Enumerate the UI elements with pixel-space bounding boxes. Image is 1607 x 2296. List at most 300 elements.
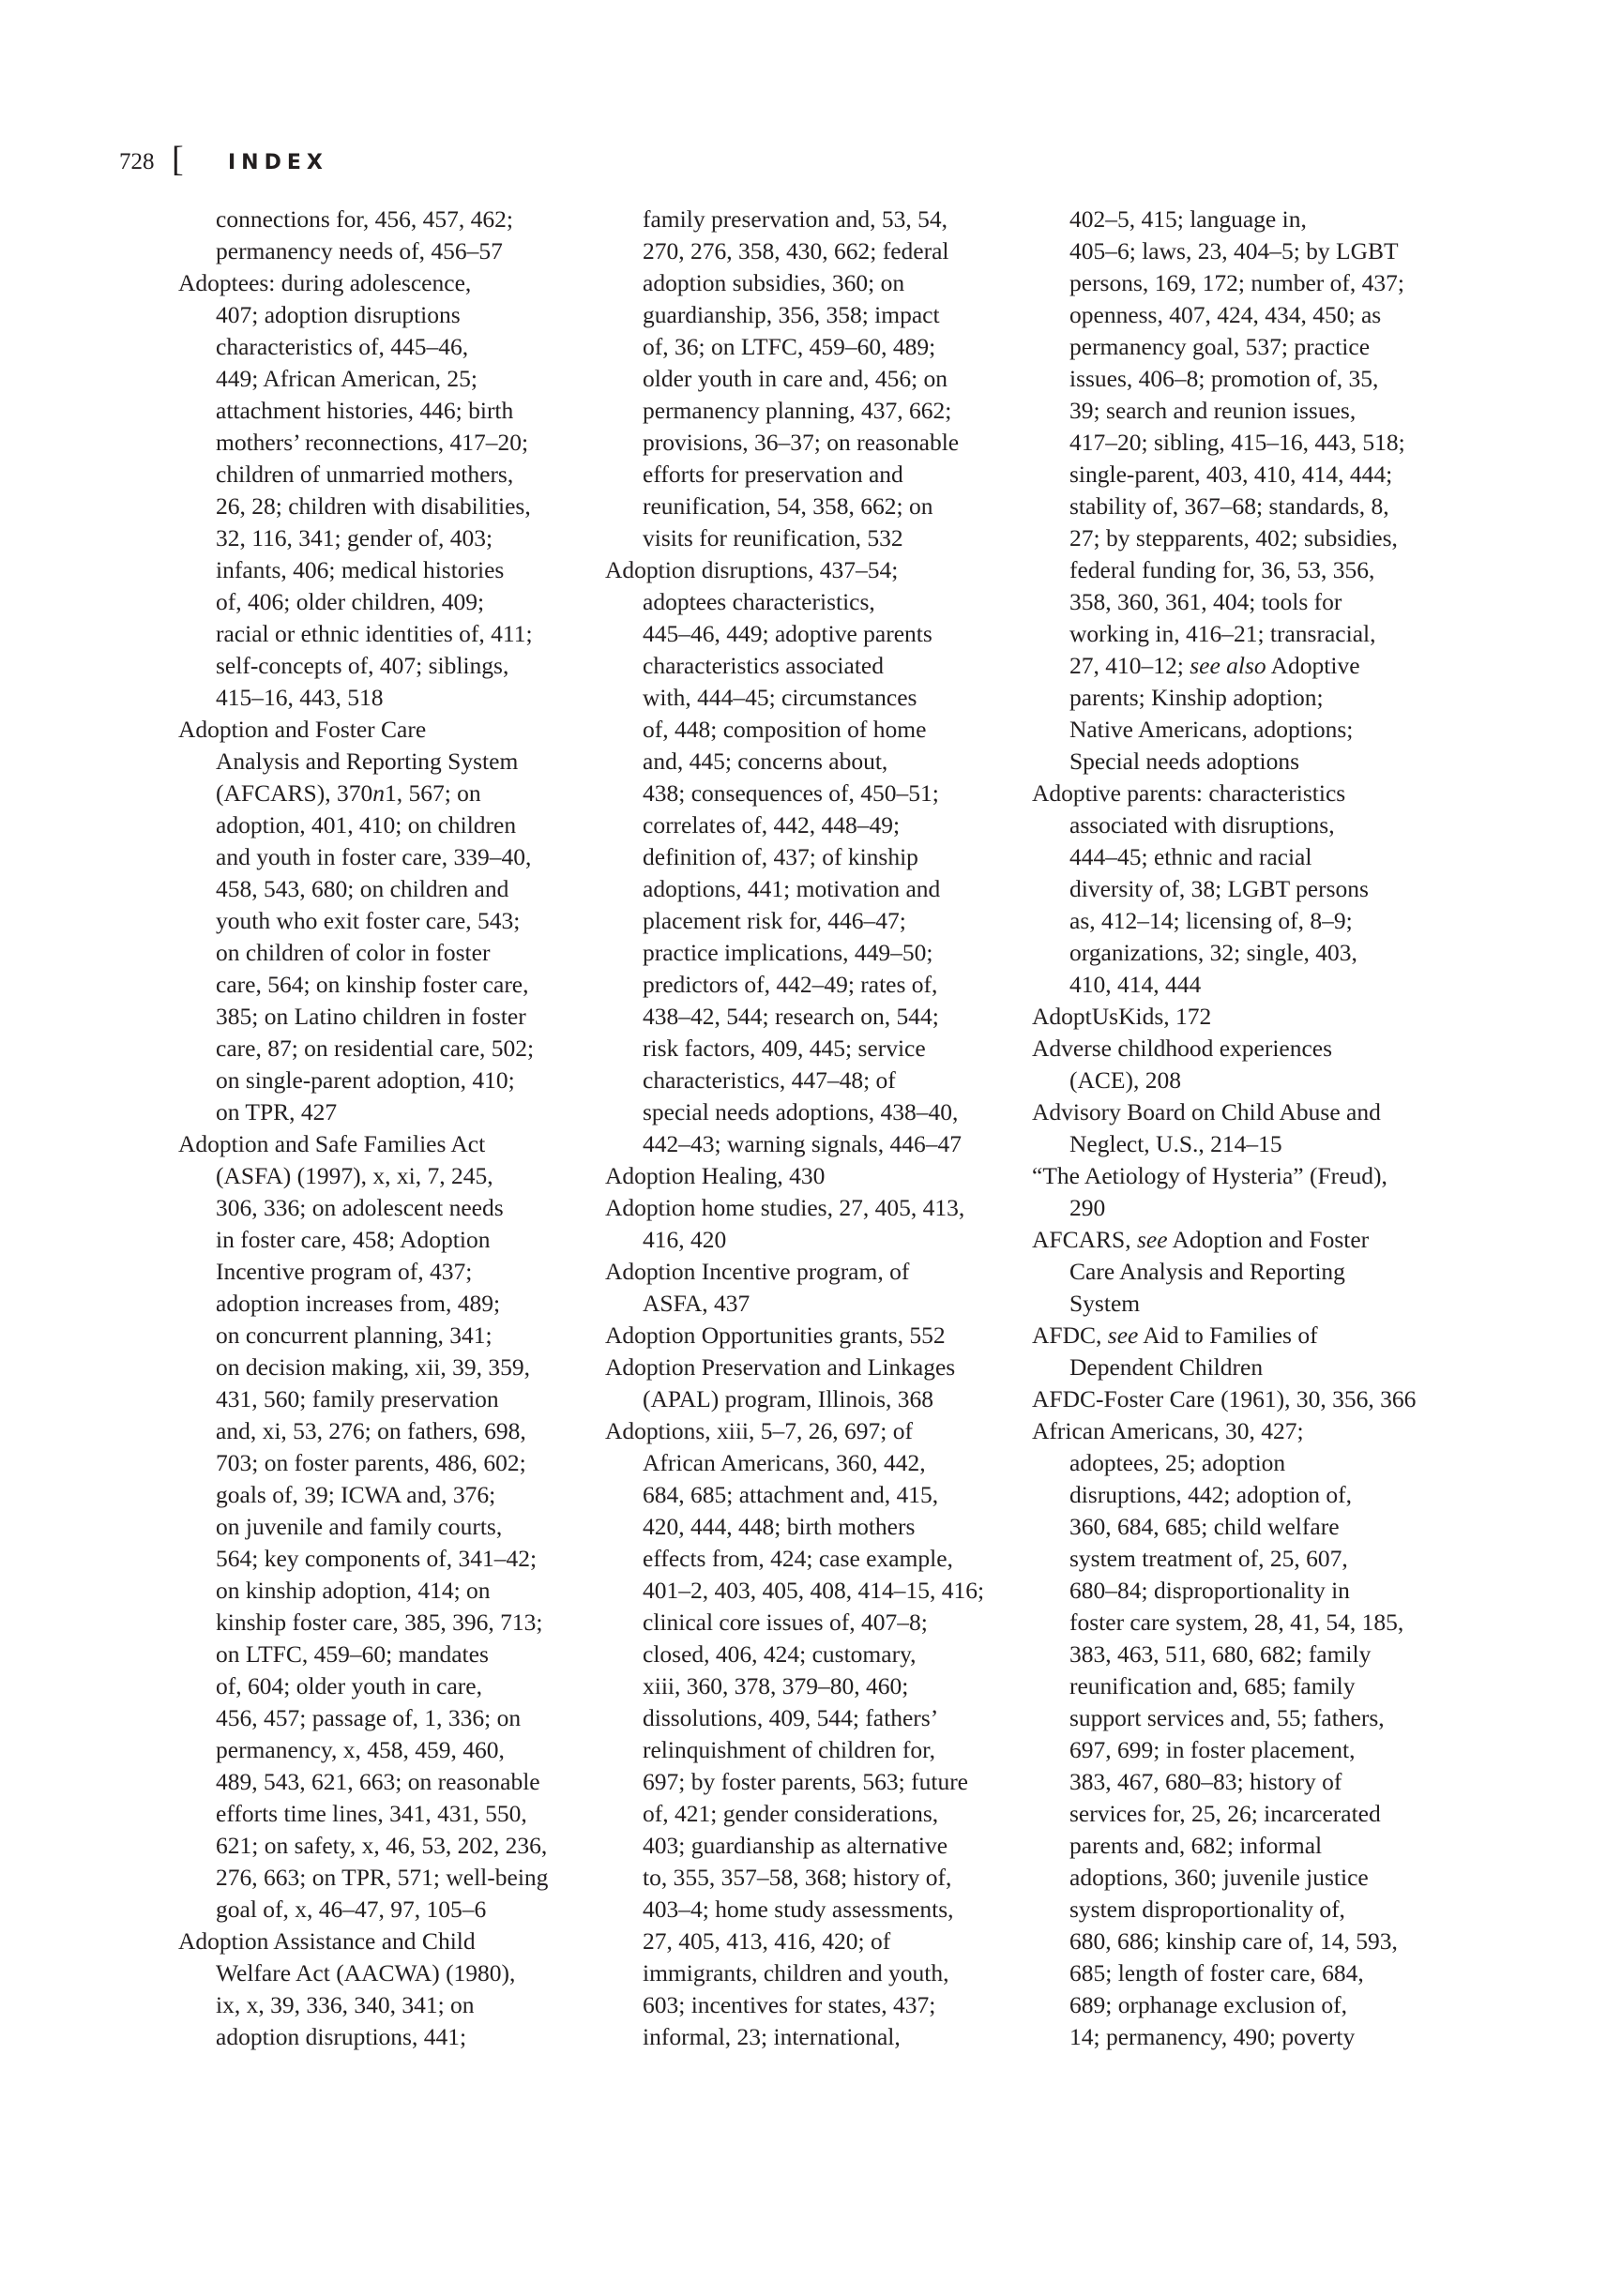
index-text: Dependent Children — [1069, 1353, 1264, 1381]
index-text: 416, 420 — [643, 1226, 727, 1253]
index-text: openness, 407, 424, 434, 450; as — [1069, 301, 1382, 328]
index-text: 444–45; ethnic and racial — [1069, 843, 1312, 870]
index-entry-subline — [178, 1894, 591, 1926]
index-text: clinical core issues of, 407–8; — [643, 1609, 928, 1636]
index-entry-heading-line — [1032, 1383, 1445, 1415]
index-text: (APAL) program, Illinois, 368 — [643, 1385, 933, 1412]
index-entry-subline — [178, 204, 591, 235]
index-entry-subline — [1032, 1926, 1445, 1957]
index-text: to, 355, 357–58, 368; history of, — [643, 1864, 952, 1891]
cross-reference-target: Adoptive — [1266, 652, 1360, 679]
index-entry-subline — [605, 937, 1018, 969]
index-text: practice implications, 449–50; — [643, 939, 933, 966]
index-entry-subline — [1032, 363, 1445, 395]
index-entry-subline — [605, 1447, 1018, 1479]
cross-reference-see: see also — [1190, 652, 1266, 679]
index-entry-subline — [178, 1957, 591, 1989]
index-entry — [605, 1415, 1018, 2053]
index-text: 458, 543, 680; on children and — [216, 875, 509, 902]
index-entry-subline — [1032, 1670, 1445, 1702]
index-entry — [1032, 1033, 1445, 1096]
index-entry — [178, 267, 591, 714]
index-entry-heading-line — [605, 1160, 1018, 1192]
index-text: parents and, 682; informal — [1069, 1832, 1323, 1859]
index-text: 697, 699; in foster placement, — [1069, 1736, 1356, 1763]
index-entry-subline — [178, 1639, 591, 1670]
index-entry — [1032, 1160, 1445, 1224]
index-text: Adoption home studies, 27, 405, 413, — [605, 1194, 965, 1221]
index-text: (ASFA) (1997), x, xi, 7, 245, — [216, 1162, 493, 1189]
running-header — [0, 0, 1607, 188]
index-text: federal funding for, 36, 53, 356, — [1069, 556, 1375, 583]
index-entry — [1032, 1320, 1445, 1383]
index-text: system treatment of, 25, 607, — [1069, 1545, 1348, 1572]
index-text: characteristics, 447–48; of — [643, 1066, 896, 1094]
index-entry-subline — [1032, 1511, 1445, 1543]
index-text: relinquishment of children for, — [643, 1736, 935, 1763]
index-entry-subline — [605, 459, 1018, 491]
index-text: care, 87; on residential care, 502; — [216, 1035, 535, 1062]
index-entry-subline — [605, 841, 1018, 873]
index-text: 14; permanency, 490; poverty — [1069, 2023, 1356, 2050]
index-entry — [1032, 204, 1445, 778]
index-text: foster care system, 28, 41, 54, 185, — [1069, 1609, 1404, 1636]
index-entry-subline — [178, 1479, 591, 1511]
index-text: 603; incentives for states, 437; — [643, 1991, 936, 2018]
index-entry-heading-line — [1032, 1224, 1445, 1256]
index-entry-subline — [178, 1543, 591, 1575]
index-entry — [605, 1160, 1018, 1192]
index-text: Adverse childhood experiences — [1032, 1035, 1333, 1062]
index-text: Care Analysis and Reporting — [1069, 1258, 1345, 1285]
index-entry-heading-line — [1032, 1160, 1445, 1192]
index-entry-subline — [605, 746, 1018, 778]
index-text: 39; search and reunion issues, — [1069, 397, 1357, 424]
index-entry-subline — [178, 937, 591, 969]
index-text: risk factors, 409, 445; service — [643, 1035, 926, 1062]
index-text: diversity of, 38; LGBT persons — [1069, 875, 1369, 902]
index-entry-subline — [605, 522, 1018, 554]
index-entry-subline — [605, 2021, 1018, 2053]
index-entry-subline — [1032, 1894, 1445, 1926]
index-text: 680–84; disproportionality in — [1069, 1577, 1350, 1604]
index-text: in foster care, 458; Adoption — [216, 1226, 491, 1253]
index-entry — [1032, 1383, 1445, 1415]
index-text: on LTFC, 459–60; mandates — [216, 1640, 489, 1668]
index-text: adoption subsidies, 360; on — [643, 269, 905, 296]
index-text: 358, 360, 361, 404; tools for — [1069, 588, 1342, 615]
index-entry-subline — [178, 554, 591, 586]
index-text: 564; key components of, 341–42; — [216, 1545, 538, 1572]
index-entry-heading-line — [1032, 1320, 1445, 1352]
index-text: 456, 457; passage of, 1, 336; on — [216, 1704, 522, 1731]
index-text: working in, 416–21; transracial, — [1069, 620, 1376, 647]
index-text: 489, 543, 621, 663; on reasonable — [216, 1768, 540, 1795]
index-entry-subline — [605, 235, 1018, 267]
index-entry-subline — [605, 1926, 1018, 1957]
index-column-3 — [1032, 204, 1445, 2053]
index-text: mothers’ reconnections, 417–20; — [216, 429, 529, 456]
index-entry-subline — [1032, 1447, 1445, 1479]
index-entry-subline — [1032, 650, 1445, 682]
index-text: 405–6; laws, 23, 404–5; by LGBT — [1069, 237, 1399, 264]
index-entry-subline — [605, 363, 1018, 395]
index-text: of, 421; gender considerations, — [643, 1800, 939, 1827]
index-entry-subline — [605, 969, 1018, 1001]
index-text: on single-parent adoption, 410; — [216, 1066, 515, 1094]
index-entry-subline — [1032, 522, 1445, 554]
index-text: on concurrent planning, 341; — [216, 1322, 493, 1349]
index-text: 680, 686; kinship care of, 14, 593, — [1069, 1927, 1398, 1955]
index-text: informal, 23; international, — [643, 2023, 901, 2050]
index-entry-subline — [178, 331, 591, 363]
index-entry-subline — [178, 969, 591, 1001]
index-text: special needs adoptions, 438–40, — [643, 1098, 959, 1125]
index-entry — [605, 1256, 1018, 1320]
index-text: characteristics associated — [643, 652, 884, 679]
index-entry-subline — [1032, 1798, 1445, 1830]
index-text: 27; by stepparents, 402; subsidies, — [1069, 524, 1398, 551]
index-entry — [605, 204, 1018, 554]
index-text: 420, 444, 448; birth mothers — [643, 1513, 916, 1540]
index-text: reunification, 54, 358, 662; on — [643, 492, 933, 520]
index-text: 685; length of foster care, 684, — [1069, 1959, 1364, 1986]
index-entry-subline — [178, 2021, 591, 2053]
index-entry-heading-line — [178, 267, 591, 299]
index-entry-subline — [605, 778, 1018, 809]
index-text: 27, 410–12; — [1069, 652, 1190, 679]
index-entry-subline — [1032, 1128, 1445, 1160]
index-text: 410, 414, 444 — [1069, 971, 1202, 998]
index-entry-heading-line — [1032, 1033, 1445, 1065]
index-text: infants, 406; medical histories — [216, 556, 505, 583]
index-entry-subline — [1032, 1862, 1445, 1894]
index-entry-subline — [1032, 969, 1445, 1001]
index-text: of, 448; composition of home — [643, 716, 927, 743]
index-entry-subline — [1032, 1766, 1445, 1798]
index-entry-subline — [178, 682, 591, 714]
index-entry-subline — [1032, 1575, 1445, 1607]
index-text: xiii, 360, 378, 379–80, 460; — [643, 1672, 909, 1699]
index-text: as, 412–14; licensing of, 8–9; — [1069, 907, 1353, 934]
index-text: adoption disruptions, 441; — [216, 2023, 467, 2050]
index-text: of, 604; older youth in care, — [216, 1672, 482, 1699]
index-column-2 — [605, 204, 1018, 2053]
index-text: 403; guardianship as alternative — [643, 1832, 948, 1859]
index-entry — [605, 1192, 1018, 1256]
index-entry-subline — [1032, 427, 1445, 459]
index-text: “The Aetiology of Hysteria” (Freud), — [1032, 1162, 1387, 1189]
index-entry-subline — [178, 1830, 591, 1862]
index-text: 383, 463, 511, 680, 682; family — [1069, 1640, 1372, 1668]
index-text: adoptees, 25; adoption — [1069, 1449, 1286, 1476]
index-entry — [178, 714, 591, 1128]
index-entry-subline — [1032, 809, 1445, 841]
index-text: 385; on Latino children in foster — [216, 1003, 526, 1030]
index-entry-subline — [178, 1607, 591, 1639]
index-text: AFCARS, — [1032, 1226, 1137, 1253]
index-text: System — [1069, 1290, 1141, 1317]
index-text: 402–5, 415; language in, — [1069, 205, 1307, 233]
index-entry-subline — [1032, 905, 1445, 937]
index-text: on children of color in foster — [216, 939, 491, 966]
index-text: adoptions, 441; motivation and — [643, 875, 941, 902]
index-text: disruptions, 442; adoption of, — [1069, 1481, 1353, 1508]
index-entry-subline — [1032, 682, 1445, 714]
index-text: parents; Kinship adoption; — [1069, 684, 1324, 711]
index-entry-subline — [605, 586, 1018, 618]
index-entry-subline — [605, 1575, 1018, 1607]
index-text: of, 36; on LTFC, 459–60, 489; — [643, 333, 936, 360]
index-text: goal of, x, 46–47, 97, 105–6 — [216, 1896, 487, 1923]
index-text: and, 445; concerns about, — [643, 748, 888, 775]
index-entry — [605, 1320, 1018, 1352]
index-entry-subline — [1032, 554, 1445, 586]
index-text: adoption increases from, 489; — [216, 1290, 501, 1317]
index-text: on decision making, xii, 39, 359, — [216, 1353, 531, 1381]
index-entry-subline — [178, 905, 591, 937]
index-entry-subline — [605, 491, 1018, 522]
index-text: 32, 116, 341; gender of, 403; — [216, 524, 493, 551]
index-text: guardianship, 356, 358; impact — [643, 301, 940, 328]
index-entry-heading-line — [178, 1128, 591, 1160]
index-entry-subline — [178, 427, 591, 459]
index-entry-subline — [178, 1670, 591, 1702]
index-entry-subline — [605, 1989, 1018, 2021]
index-entry-subline — [605, 1957, 1018, 1989]
index-text: 697; by foster parents, 563; future — [643, 1768, 969, 1795]
index-text: goals of, 39; ICWA and, 376; — [216, 1481, 496, 1508]
index-text: care, 564; on kinship foster care, — [216, 971, 529, 998]
index-text: ASFA, 437 — [643, 1290, 750, 1317]
index-entry-subline — [1032, 1256, 1445, 1288]
index-text: system disproportionality of, — [1069, 1896, 1345, 1923]
cross-reference-target: Adoption and Foster — [1167, 1226, 1370, 1253]
bracket-ornament: [ — [172, 140, 184, 179]
index-entry — [605, 1352, 1018, 1415]
index-entry-subline — [178, 299, 591, 331]
index-entry-subline — [605, 1830, 1018, 1862]
index-entry-subline — [178, 778, 591, 809]
index-text: AFDC, — [1032, 1322, 1108, 1349]
running-head-title: INDEX — [228, 151, 328, 174]
index-entry-subline — [605, 1001, 1018, 1033]
index-text: 438–42, 544; research on, 544; — [643, 1003, 939, 1030]
index-entry-subline — [605, 809, 1018, 841]
index-entry-subline — [1032, 1957, 1445, 1989]
index-entry-subline — [1032, 267, 1445, 299]
index-entry-subline — [178, 1511, 591, 1543]
index-text: older youth in care and, 456; on — [643, 365, 948, 392]
index-text: (AFCARS), 370n1, 567; on — [216, 779, 481, 807]
index-entry-subline — [605, 1383, 1018, 1415]
index-entry-subline — [1032, 586, 1445, 618]
index-entry-subline — [178, 1415, 591, 1447]
index-entry-heading-line — [178, 714, 591, 746]
index-entry-subline — [1032, 204, 1445, 235]
index-entry-subline — [605, 1766, 1018, 1798]
index-entry-subline — [605, 204, 1018, 235]
index-entry — [1032, 778, 1445, 1001]
index-entry-subline — [605, 299, 1018, 331]
index-entry — [1032, 1001, 1445, 1033]
index-entry-subline — [178, 809, 591, 841]
index-text: 401–2, 403, 405, 408, 414–15, 416; — [643, 1577, 985, 1604]
index-text: kinship foster care, 385, 396, 713; — [216, 1609, 543, 1636]
index-text: reunification and, 685; family — [1069, 1672, 1356, 1699]
index-text: adoptions, 360; juvenile justice — [1069, 1864, 1369, 1891]
index-entry-subline — [1032, 1830, 1445, 1862]
index-entry-subline — [178, 459, 591, 491]
index-text: adoptees characteristics, — [643, 588, 875, 615]
index-text: AFDC-Foster Care (1961), 30, 356, 366 — [1032, 1385, 1417, 1412]
index-text: Adoptive parents: characteristics — [1032, 779, 1346, 807]
index-entry-subline — [178, 363, 591, 395]
index-entry-subline — [605, 395, 1018, 427]
index-entry-subline — [605, 1894, 1018, 1926]
index-text: 449; African American, 25; — [216, 365, 478, 392]
index-entry-subline — [605, 1543, 1018, 1575]
page-number: 728 — [119, 149, 155, 174]
index-entry-subline — [1032, 1192, 1445, 1224]
index-text: 438; consequences of, 450–51; — [643, 779, 939, 807]
index-entry-subline — [605, 873, 1018, 905]
index-text: children of unmarried mothers, — [216, 461, 514, 488]
index-text: youth who exit foster care, 543; — [216, 907, 521, 934]
index-text: Adoption Healing, 430 — [605, 1162, 826, 1189]
index-entry-subline — [178, 1989, 591, 2021]
index-text: visits for reunification, 532 — [643, 524, 903, 551]
index-entry-subline — [178, 618, 591, 650]
index-entry — [1032, 1415, 1445, 2053]
index-text: 431, 560; family preservation — [216, 1385, 499, 1412]
index-text: issues, 406–8; promotion of, 35, — [1069, 365, 1379, 392]
index-entry-subline — [605, 1670, 1018, 1702]
index-entry — [178, 1128, 591, 1926]
cross-reference-see: see — [1107, 1322, 1139, 1349]
index-entry-heading-line — [605, 1320, 1018, 1352]
index-text: effects from, 424; case example, — [643, 1545, 953, 1572]
index-text: services for, 25, 26; incarcerated — [1069, 1800, 1381, 1827]
index-text: 445–46, 449; adoptive parents — [643, 620, 932, 647]
index-entry-subline — [1032, 299, 1445, 331]
index-text: on kinship adoption, 414; on — [216, 1577, 491, 1604]
index-text: connections for, 456, 457, 462; — [216, 205, 513, 233]
index-entry-subline — [1032, 1702, 1445, 1734]
index-text: 27, 405, 413, 416, 420; of — [643, 1927, 891, 1955]
index-entry-subline — [605, 618, 1018, 650]
index-entry-subline — [178, 1001, 591, 1033]
index-text: closed, 406, 424; customary, — [643, 1640, 917, 1668]
index-entry — [178, 1926, 591, 2053]
index-text: Adoption and Safe Families Act — [178, 1130, 486, 1157]
index-entry-subline — [605, 267, 1018, 299]
index-text: Incentive program of, 437; — [216, 1258, 473, 1285]
index-text: Special needs adoptions — [1069, 748, 1300, 775]
index-text: 417–20; sibling, 415–16, 443, 518; — [1069, 429, 1405, 456]
index-text: AdoptUsKids, 172 — [1032, 1003, 1212, 1030]
index-entry-subline — [178, 873, 591, 905]
index-entry-subline — [1032, 1479, 1445, 1511]
index-text: permanency goal, 537; practice — [1069, 333, 1371, 360]
index-text: Neglect, U.S., 214–15 — [1069, 1130, 1282, 1157]
index-entry-heading-line — [1032, 778, 1445, 809]
index-entry-subline — [178, 586, 591, 618]
index-entry-subline — [1032, 331, 1445, 363]
index-text: African Americans, 360, 442, — [643, 1449, 926, 1476]
index-text: single-parent, 403, 410, 414, 444; — [1069, 461, 1393, 488]
index-text: predictors of, 442–49; rates of, — [643, 971, 938, 998]
index-entry-subline — [1032, 1639, 1445, 1670]
index-entry-subline — [178, 746, 591, 778]
index-text: efforts time lines, 341, 431, 550, — [216, 1800, 527, 1827]
index-text: immigrants, children and youth, — [643, 1959, 949, 1986]
index-entry — [605, 554, 1018, 1160]
index-text: Adoptees: during adolescence, — [178, 269, 472, 296]
index-text: permanency needs of, 456–57 — [216, 237, 503, 264]
index-entry-heading-line — [1032, 1096, 1445, 1128]
index-entry-subline — [178, 650, 591, 682]
index-text: associated with disruptions, — [1069, 811, 1335, 838]
index-entry-subline — [1032, 1352, 1445, 1383]
index-text: self-concepts of, 407; siblings, — [216, 652, 509, 679]
index-entry-heading-line — [1032, 1001, 1445, 1033]
index-entry-subline — [178, 1798, 591, 1830]
index-entry-subline — [178, 1256, 591, 1288]
index-text: provisions, 36–37; on reasonable — [643, 429, 960, 456]
index-text: 383, 467, 680–83; history of — [1069, 1768, 1342, 1795]
index-text: and youth in foster care, 339–40, — [216, 843, 532, 870]
index-entry-subline — [605, 1479, 1018, 1511]
index-entry-subline — [178, 395, 591, 427]
index-entry-subline — [605, 1607, 1018, 1639]
index-text: 270, 276, 358, 430, 662; federal — [643, 237, 949, 264]
index-entry-subline — [178, 235, 591, 267]
index-entry-subline — [1032, 873, 1445, 905]
index-entry-subline — [178, 1766, 591, 1798]
index-entry-subline — [1032, 1288, 1445, 1320]
index-entry-subline — [1032, 618, 1445, 650]
index-text: Analysis and Reporting System — [216, 748, 519, 775]
index-text: 689; orphanage exclusion of, — [1069, 1991, 1348, 2018]
index-entry-heading-line — [178, 1926, 591, 1957]
index-entry-subline — [178, 1575, 591, 1607]
index-entry-subline — [178, 1383, 591, 1415]
index-entry-subline — [178, 1288, 591, 1320]
index-entry-subline — [178, 1702, 591, 1734]
index-text: 290 — [1069, 1194, 1106, 1221]
index-entry — [1032, 1096, 1445, 1160]
cross-reference-see: see — [1136, 1226, 1168, 1253]
index-column-1 — [178, 204, 591, 2053]
index-entry-subline — [605, 905, 1018, 937]
index-entry-subline — [1032, 841, 1445, 873]
index-text: Adoption disruptions, 437–54; — [605, 556, 899, 583]
index-entry-subline — [1032, 459, 1445, 491]
index-entry-heading-line — [605, 1352, 1018, 1383]
index-entry-subline — [178, 1734, 591, 1766]
index-entry-subline — [178, 1192, 591, 1224]
index-entry-subline — [1032, 491, 1445, 522]
index-entry-subline — [1032, 1065, 1445, 1096]
index-text: 306, 336; on adolescent needs — [216, 1194, 504, 1221]
index-text: Welfare Act (AACWA) (1980), — [216, 1959, 516, 1986]
index-entry-subline — [1032, 235, 1445, 267]
cross-reference-target: Aid to Families of — [1138, 1322, 1318, 1349]
index-entry-subline — [178, 1160, 591, 1192]
index-entry-subline — [178, 1862, 591, 1894]
index-entry-heading-line — [605, 1192, 1018, 1224]
